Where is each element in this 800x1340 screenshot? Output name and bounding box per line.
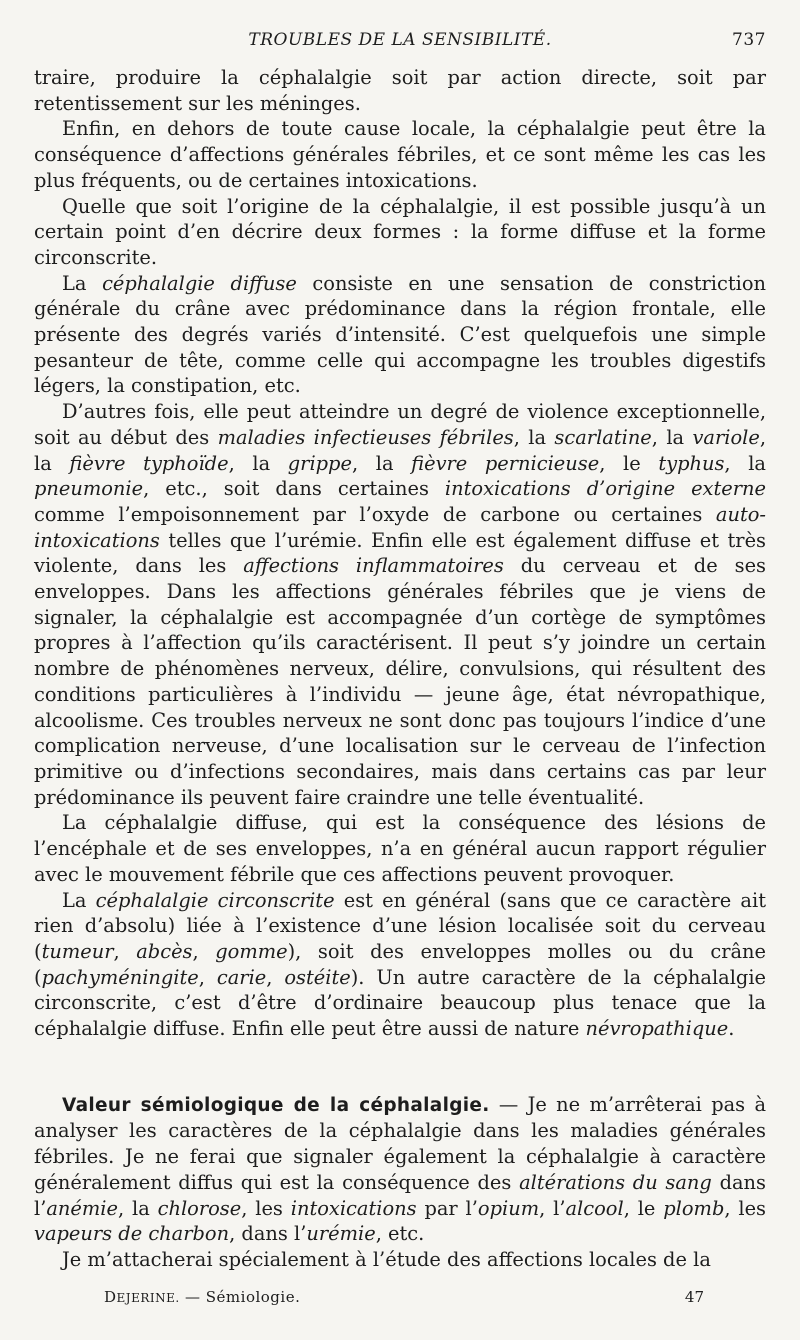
text-run: par l’ bbox=[416, 1196, 478, 1220]
text-run: , bbox=[266, 965, 285, 989]
author-name: EJERINE. bbox=[116, 1291, 180, 1305]
text-run: , le bbox=[599, 451, 659, 475]
emphasis: altérations du sang bbox=[519, 1170, 712, 1194]
emphasis: alcool bbox=[565, 1196, 624, 1220]
emphasis: gomme bbox=[215, 939, 288, 963]
text-run: ). Un autre caractère de la céphalalgie circonscrite, c’est d’être d’ordinaire beaucoup plus tenace que la céphalalgie diffuse. Enfin elle peut être aussi de nature bbox=[34, 965, 767, 1041]
text-run: du cerveau et de ses enveloppes. Dans les affections générales fébriles que je viens de signaler, la céphalalgie est accompagnée d’un cortège de symptômes propres à l’affection qu’ils caractérisent. Il peut s’y joindre un certain nombre de phénomènes nerveux, délire, convulsions, qui résultent des conditions particulières à l’individu — jeune âge, état névropathique, alcoolisme. Ces troubles nerveux ne sont donc pas toujours l’indice d’une complication nerveuse, d’une localisation sur le cerveau de l’infection primitive ou d’infections secondaires, mais dans certains cas par leur prédominance ils peuvent faire craindre une telle éventualité. bbox=[34, 554, 766, 809]
emphasis: céphalalgie circonscrite bbox=[95, 888, 335, 912]
text-run: , les bbox=[724, 1196, 767, 1220]
text-run: , l’ bbox=[539, 1196, 566, 1220]
emphasis: névropathique bbox=[585, 1017, 729, 1041]
emphasis: auto-intoxications bbox=[34, 502, 766, 552]
paragraph-8 bbox=[34, 1092, 766, 1247]
emphasis: typhus bbox=[658, 451, 725, 475]
text-run: , la bbox=[34, 425, 766, 475]
section-heading: Valeur sémiologique de la céphalalgie. bbox=[62, 1094, 490, 1116]
text-run: , la bbox=[724, 451, 766, 475]
text-run: , la bbox=[228, 451, 288, 475]
text-run: est en général (sans que ce caractère ait rien d’absolu) liée à l’existence d’une lésion localisée soit du cerveau ( bbox=[34, 888, 766, 963]
emphasis: fièvre typhoïde bbox=[69, 451, 229, 475]
text-run: , etc., soit dans certaines bbox=[143, 477, 445, 501]
emphasis: opium bbox=[477, 1196, 540, 1220]
paragraph-6: La céphalalgie diffuse, qui est la conséquence des lésions de l’encéphale et de ses enveloppes, n’a en général aucun rapport régulier avec le mouvement fébrile que ces affections peuvent provoquer. bbox=[34, 811, 766, 886]
paragraph-1: traire, produire la céphalalgie soit par action directe, soit par retentissement sur les méninges. bbox=[34, 66, 766, 115]
emphasis: maladies infectieuses fébriles bbox=[217, 425, 514, 449]
work-title: Sémiologie. bbox=[205, 1288, 301, 1306]
author-initial: D bbox=[104, 1288, 117, 1306]
emphasis: céphalalgie diffuse bbox=[102, 271, 297, 295]
emphasis: intoxications d’origine externe bbox=[444, 477, 766, 501]
text-run: D’autres fois, elle peut atteindre un degré de violence exceptionnelle, soit au début des bbox=[34, 400, 766, 449]
paragraph-3: Quelle que soit l’origine de la céphalalgie, il est possible jusqu’à un certain point d’en décrire deux formes : la forme diffuse et la forme circonscrite. bbox=[34, 194, 766, 269]
text-run: , la bbox=[513, 425, 555, 449]
text-run: , etc. bbox=[375, 1222, 425, 1246]
emphasis: chlorose bbox=[157, 1196, 242, 1220]
paragraph-5 bbox=[34, 399, 766, 810]
signature-number: 47 bbox=[684, 1288, 704, 1306]
text-run: , dans l’ bbox=[229, 1222, 307, 1246]
paragraph-7 bbox=[34, 888, 766, 1042]
text-run: telles que l’urémie. Enfin elle est également diffuse et très violente, dans les bbox=[34, 528, 766, 578]
text-run: , le bbox=[623, 1196, 664, 1220]
text-run: dans l’ bbox=[34, 1170, 766, 1220]
emphasis: urémie bbox=[306, 1222, 376, 1246]
separator: — bbox=[179, 1288, 206, 1306]
paragraph-2: Enfin, en dehors de toute cause locale, la céphalalgie peut être la conséquence d’affections générales fébriles, et ce sont même les cas les plus fréquents, ou de certaines intoxications. bbox=[34, 117, 766, 192]
emphasis: carie bbox=[216, 965, 267, 989]
emphasis: affections inflammatoires bbox=[243, 554, 504, 578]
text-run: , la bbox=[351, 451, 412, 475]
emphasis: scarlatine bbox=[554, 425, 652, 449]
text-run: consiste en une sensation de constriction générale du crâne avec prédominance dans la région frontale, elle présente des degrés variés d’intensité. C’est quelquefois une simple pesanteur de tête, comme celle qui accompagne les troubles digestifs légers, la constipation, etc. bbox=[34, 271, 767, 398]
signature-line bbox=[104, 1288, 300, 1306]
body-text bbox=[34, 65, 766, 1273]
emphasis: ostéite bbox=[284, 965, 351, 989]
text-run: , les bbox=[241, 1196, 291, 1220]
running-header bbox=[34, 30, 766, 56]
emphasis: grippe bbox=[287, 451, 352, 475]
text-run: , bbox=[113, 939, 137, 963]
emphasis: anémie bbox=[46, 1196, 118, 1220]
emphasis: variole bbox=[692, 425, 760, 449]
text-run: , bbox=[192, 939, 216, 963]
paragraph-9: Je m’attacherai spécialement à l’étude des affections locales de la bbox=[62, 1247, 711, 1271]
text-run: , la bbox=[117, 1196, 158, 1220]
emphasis: vapeurs de charbon bbox=[34, 1222, 230, 1246]
text-run: , bbox=[198, 965, 217, 989]
emphasis: pachyméningite bbox=[41, 965, 199, 989]
emphasis: plomb bbox=[663, 1196, 725, 1220]
emphasis: intoxications bbox=[290, 1196, 417, 1220]
running-title: TROUBLES DE LA SENSIBILITÉ. bbox=[248, 30, 552, 50]
paragraph-4 bbox=[34, 271, 766, 400]
text-run: comme l’empoisonnement par l’oxyde de carbone ou certaines bbox=[34, 502, 716, 526]
text-run: — Je ne m’arrêterai pas à analyser les caractères de la céphalalgie dans les maladies générales fébriles. Je ne ferai que signaler également la céphalalgie à caractère généralement diffus qui est la conséquence des bbox=[34, 1092, 767, 1194]
section-gap bbox=[34, 1042, 766, 1092]
text-run: La bbox=[62, 271, 103, 295]
emphasis: abcès bbox=[136, 939, 193, 963]
text-run: ), soit des enveloppes molles ou du crâne ( bbox=[34, 939, 766, 989]
emphasis: pneumonie bbox=[34, 477, 144, 501]
text-run: La bbox=[62, 888, 96, 912]
signature-footer bbox=[104, 1288, 704, 1312]
page-number: 737 bbox=[732, 30, 766, 50]
emphasis: tumeur bbox=[41, 939, 114, 963]
emphasis: fièvre pernicieuse bbox=[411, 451, 600, 475]
text-run: . bbox=[728, 1017, 735, 1041]
text-run: , la bbox=[651, 425, 693, 449]
